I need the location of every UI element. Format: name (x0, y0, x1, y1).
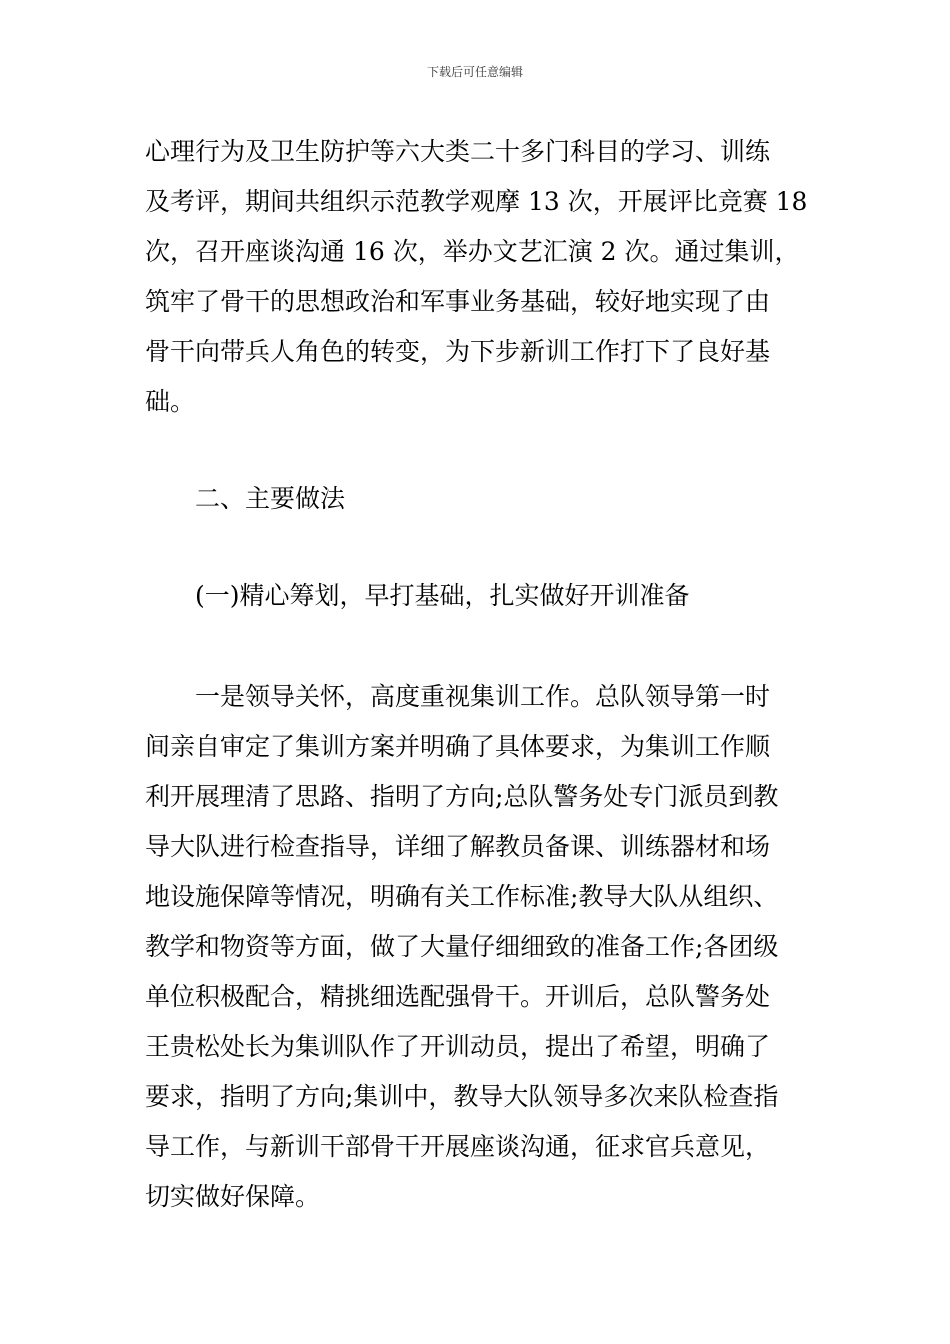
section-heading: 二、主要做法 (195, 484, 346, 513)
paragraph-line: 要求，指明了方向;集训中，教导大队领导多次来队检查指 (145, 1082, 779, 1111)
paragraph-line: 次，召开座谈沟通 16 次，举办文艺汇演 2 次。通过集训， (145, 237, 800, 266)
paragraph-line: 利开展理清了思路、指明了方向;总队警务处专门派员到教 (145, 782, 779, 811)
paragraph-line: 筑牢了骨干的思想政治和军事业务基础，较好地实现了由 (145, 287, 771, 316)
paragraph-line: 间亲自审定了集训方案并明确了具体要求，为集训工作顺 (145, 732, 771, 761)
paragraph-line: 地设施保障等情况，明确有关工作标准;教导大队从组织、 (145, 882, 779, 911)
paragraph-line: 导大队进行检查指导，详细了解教员备课、训练器材和场 (145, 832, 771, 861)
paragraph-line: 一是领导关怀，高度重视集训工作。总队领导第一时 (195, 682, 771, 711)
paragraph-line: 导工作，与新训干部骨干开展座谈沟通，征求官兵意见， (145, 1132, 771, 1161)
paragraph-line: 王贵松处长为集训队作了开训动员，提出了希望，明确了 (145, 1032, 771, 1061)
page-header: 下载后可任意编辑 (426, 65, 523, 79)
paragraph-line: 单位积极配合，精挑细选配强骨干。开训后，总队警务处 (145, 982, 771, 1011)
paragraph-line: 切实做好保障。 (145, 1182, 321, 1211)
paragraph-line: 心理行为及卫生防护等六大类二十多门科目的学习、训练 (145, 137, 771, 166)
subsection-heading: (一)精心筹划，早打基础，扎实做好开训准备 (195, 581, 690, 610)
paragraph-line: 骨干向带兵人角色的转变，为下步新训工作打下了良好基 (145, 337, 771, 366)
paragraph-line: 础。 (145, 387, 196, 416)
paragraph-line: 教学和物资等方面，做了大量仔细细致的准备工作;各团级 (145, 932, 779, 961)
paragraph-line: 及考评，期间共组织示范教学观摩 13 次，开展评比竞赛 18 (145, 187, 808, 216)
